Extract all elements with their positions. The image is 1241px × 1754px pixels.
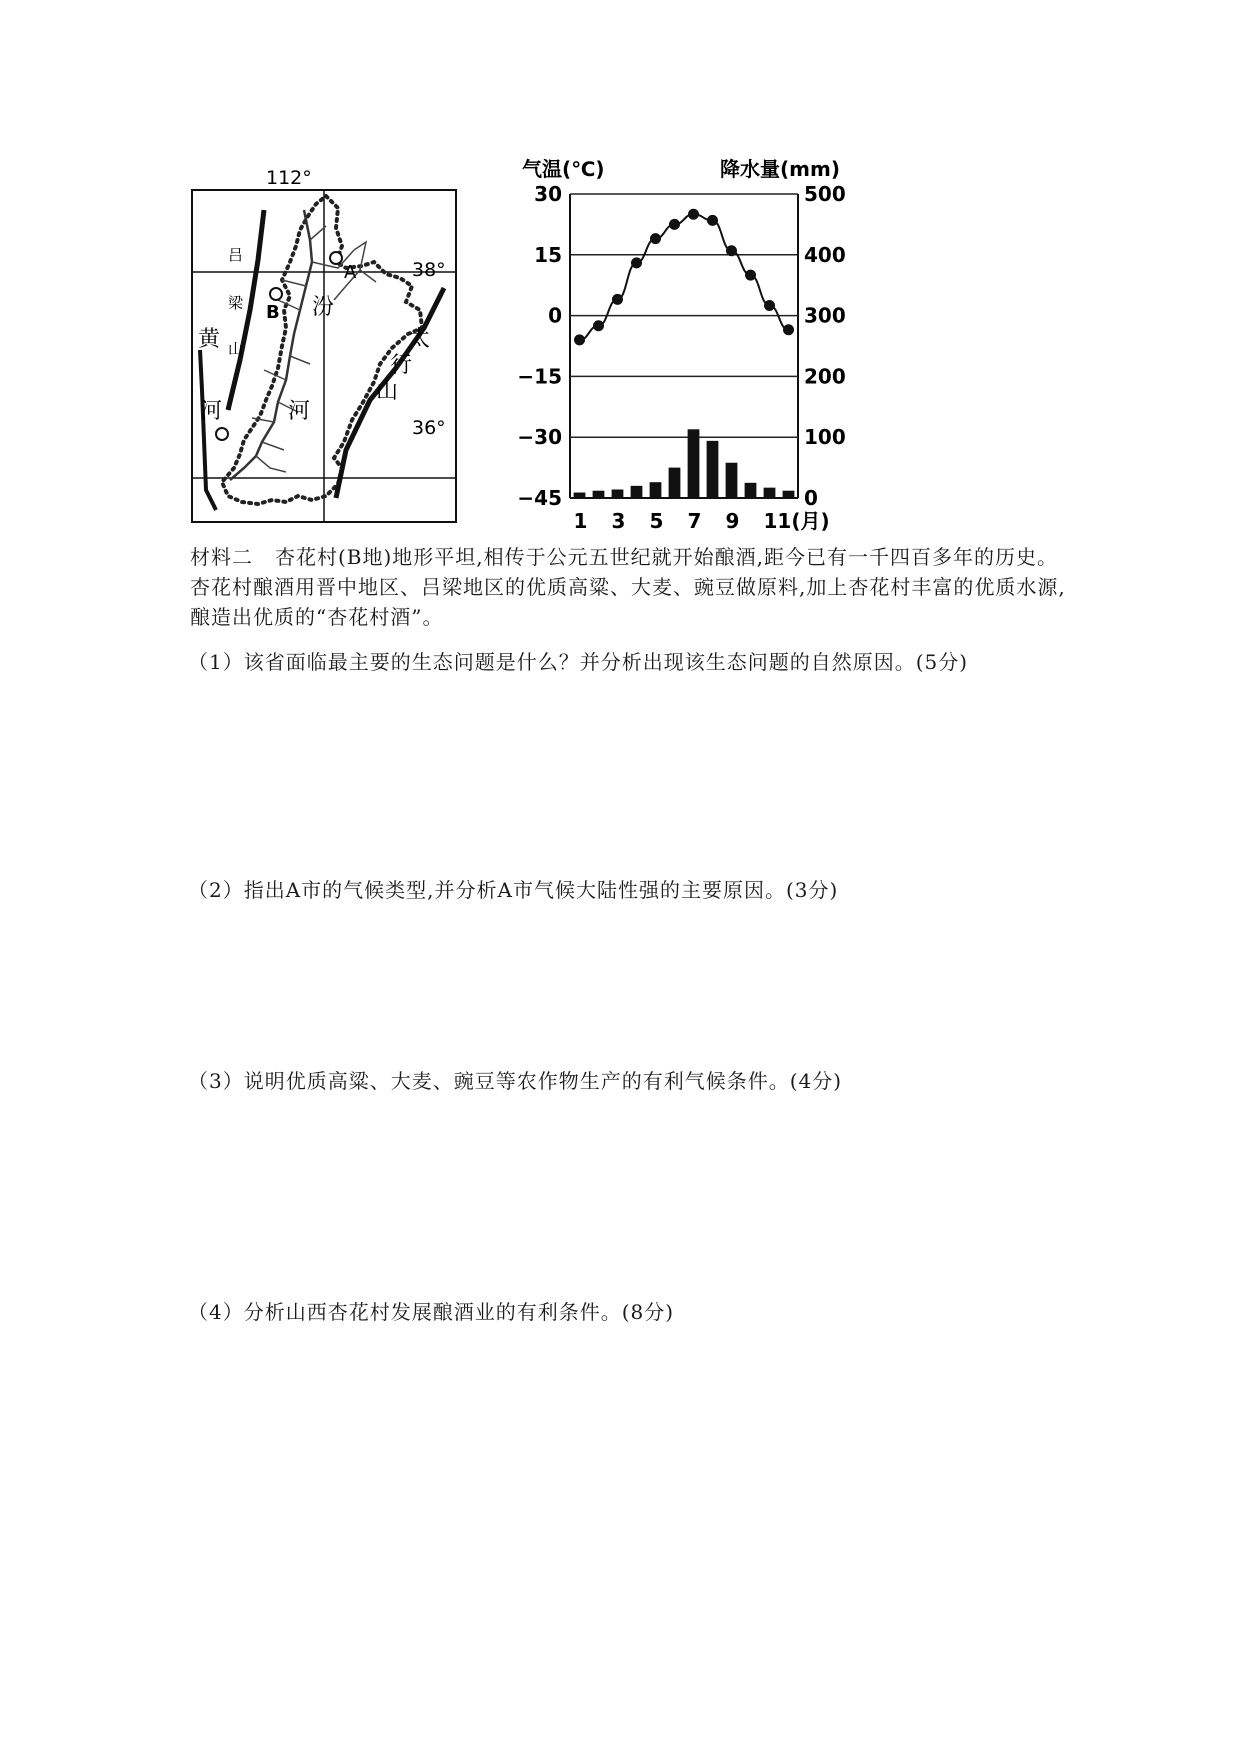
precip-bar: [669, 468, 681, 498]
precip-bar: [783, 491, 795, 498]
temp-tick-label: 0: [548, 303, 562, 328]
figure-area: [186, 150, 866, 536]
precip-bar: [574, 493, 586, 498]
temperature-point: [764, 300, 775, 311]
precip-bar: [726, 463, 738, 498]
temperature-point: [688, 209, 699, 220]
temperature-point: [593, 320, 604, 331]
lvliang-label-3: 山: [228, 340, 244, 358]
latitude-38-label: 38°: [412, 259, 446, 281]
precip-bar: [688, 429, 700, 498]
climate-chart: [186, 150, 866, 536]
question-1: （1）该省面临最主要的生态问题是什么？并分析出现该生态问题的自然原因。(5分): [188, 650, 969, 674]
taihang-label-3: 山: [376, 379, 399, 404]
left-axis-title: 气温(℃): [522, 157, 605, 181]
precip-bar: [612, 489, 624, 498]
month-tick-label: 1: [573, 509, 588, 533]
point-a-label: A: [344, 262, 357, 283]
huang-label: 黄: [198, 327, 221, 352]
temperature-point: [669, 219, 680, 230]
precip-tick-label: 200: [804, 364, 846, 389]
precip-bar: [593, 491, 605, 498]
material-two: [190, 542, 1070, 632]
precip-tick-label: 500: [804, 182, 846, 206]
fen-river-label: 汾: [312, 295, 335, 320]
month-tick-label: 3: [611, 509, 626, 533]
material-lead: 材料二: [190, 545, 253, 569]
taihang-label-1: 太: [408, 327, 431, 352]
precip-bar: [764, 488, 776, 498]
precip-tick-label: 300: [804, 303, 846, 328]
temperature-point: [574, 334, 585, 345]
lvliang-label-2: 梁: [228, 294, 244, 312]
lvliang-label-1: 吕: [228, 246, 244, 264]
month-tick-label: 11(月): [763, 509, 830, 533]
temperature-point: [612, 294, 623, 305]
month-tick-label: 9: [725, 509, 740, 533]
month-tick-label: 7: [687, 509, 702, 533]
temp-tick-label: −15: [517, 364, 562, 389]
temp-tick-label: 30: [534, 182, 562, 206]
precip-tick-label: 0: [804, 486, 818, 510]
temperature-point: [707, 215, 718, 226]
month-tick-label: 5: [649, 509, 664, 533]
question-3: （3）说明优质高粱、大麦、豌豆等农作物生产的有利气候条件。(4分): [188, 1069, 843, 1093]
precip-bar: [650, 482, 662, 498]
right-axis-title: 降水量(mm): [720, 157, 840, 181]
precip-bar: [745, 483, 757, 498]
question-4: （4）分析山西杏花村发展酿酒业的有利条件。(8分): [188, 1300, 675, 1324]
point-b-label: B: [266, 302, 280, 323]
precip-tick-label: 400: [804, 242, 846, 267]
material-text: 杏花村(B地)地形平坦,相传于公元五世纪就开始酿酒,距今已有一千四百多年的历史。杏花村酿酒用晋中地区、吕梁地区的优质高粱、大麦、豌豆做原料,加上杏花村丰富的优质水源,酿造出优质的“杏花村酒”。: [190, 545, 1066, 629]
temperature-point: [726, 245, 737, 256]
temperature-point: [631, 257, 642, 268]
temperature-point: [783, 324, 794, 335]
latitude-36-label: 36°: [412, 417, 446, 439]
taihang-label-2: 行: [390, 353, 413, 378]
temperature-point: [650, 233, 661, 244]
temperature-line: [580, 214, 789, 340]
longitude-label: 112°: [266, 167, 312, 189]
precip-tick-label: 100: [804, 425, 846, 450]
temp-tick-label: 15: [534, 242, 562, 267]
precip-bar: [707, 441, 719, 498]
huang-he-label: 河: [200, 399, 223, 424]
temp-tick-label: −30: [517, 425, 562, 450]
temp-tick-label: −45: [517, 486, 562, 510]
question-2: （2）指出A市的气候类型,并分析A市气候大陆性强的主要原因。(3分): [188, 878, 839, 902]
fen-he-label: 河: [288, 399, 311, 424]
temperature-point: [745, 270, 756, 281]
precip-bar: [631, 486, 643, 498]
